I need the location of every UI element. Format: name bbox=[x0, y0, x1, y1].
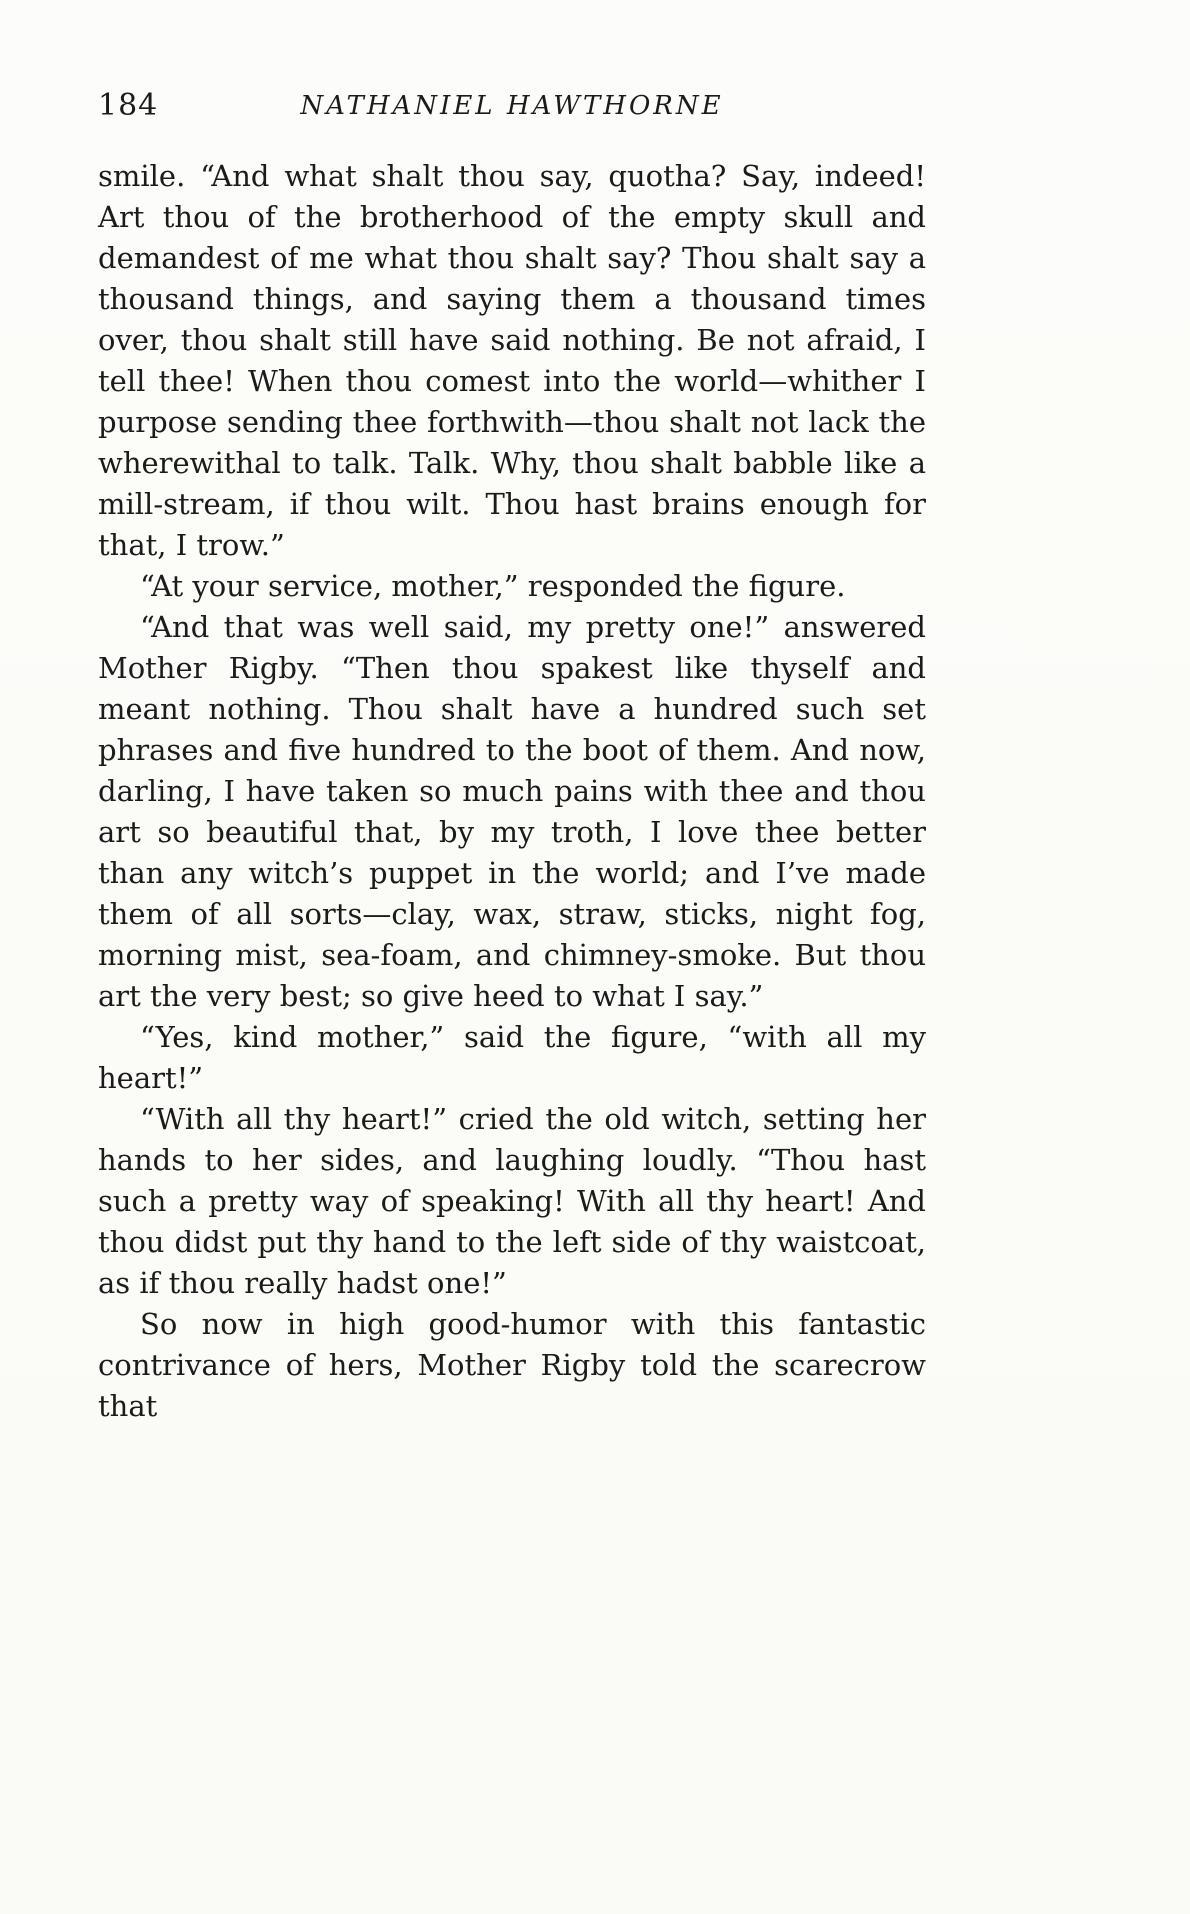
paragraph: “Yes, kind mother,” said the figure, “with all my heart!” bbox=[98, 1020, 926, 1095]
paragraph: smile. “And what shalt thou say, quotha? Say, indeed! Art thou of the brotherhood of the empty skull and demandest of me what thou shalt say? Thou shalt say a thousand things, and saying them a thousand times over, thou shalt still have said nothing. Be not afraid, I tell thee! When thou comest into the world—whither I purpose sending thee forthwith—thou shalt not lack the wherewithal to talk. Talk. Why, thou shalt babble like a mill-stream, if thou wilt. Thou hast brains enough for that, I trow.” bbox=[98, 159, 926, 562]
paragraph: “At your service, mother,” responded the figure. bbox=[140, 569, 846, 603]
paragraph: So now in high good-humor with this fantastic contrivance of hers, Mother Rigby told the scarecrow that bbox=[98, 1307, 926, 1423]
running-head: NATHANIEL HAWTHORNE bbox=[300, 91, 724, 121]
paragraph: “And that was well said, my pretty one!” answered Mother Rigby. “Then thou spakest like thyself and meant nothing. Thou shalt have a hundred such set phrases and five hundred to the boot of them. And now, darling, I have taken so much pains with thee and thou art so beautiful that, by my troth, I love thee better than any witch’s puppet in the world; and I’ve made them of all sorts—clay, wax, straw, sticks, night fog, morning mist, sea-foam, and chimney-smoke. But thou art the very best; so give heed to what I say.” bbox=[98, 610, 926, 1013]
page-header bbox=[98, 86, 926, 128]
body-text bbox=[98, 156, 926, 1427]
page-number: 184 bbox=[98, 88, 159, 123]
paragraph: “With all thy heart!” cried the old witch, setting her hands to her sides, and laughing loudly. “Thou hast such a pretty way of speaking! With all thy heart! And thou didst put thy hand to the left side of thy waistcoat, as if thou really hadst one!” bbox=[98, 1102, 926, 1300]
